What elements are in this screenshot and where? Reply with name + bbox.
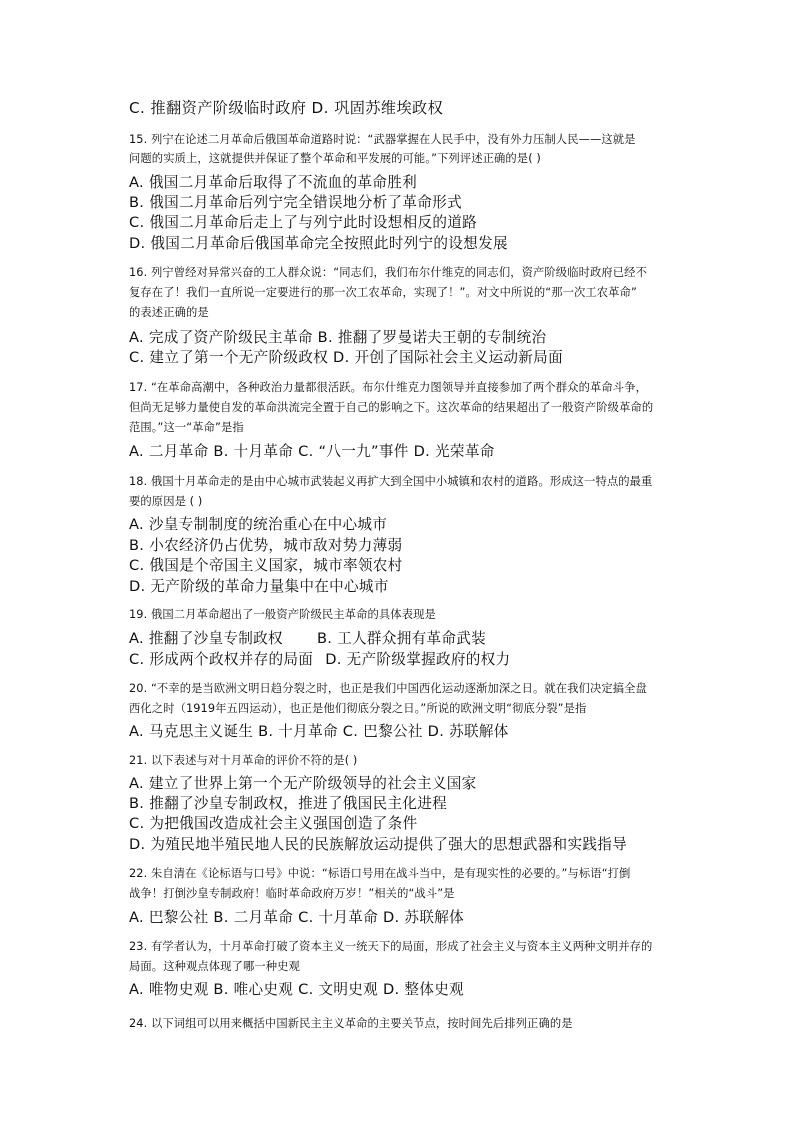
answer-options-line: D. 俄国二月革命后俄国革命完全按照此时列宁的设想发展 xyxy=(129,235,508,252)
answer-options-line: B. 俄国二月革命后列宁完全错误地分析了革命形式 xyxy=(129,194,462,211)
question-text-line: 22. 朱自清在《论标语与口号》中说：“标语口号用在战斗当中，是有现实性的必要的。”与标语“打倒 xyxy=(129,867,631,880)
question-text-line: 问题的实质上，这就提供并保证了整个革命和平发展的可能。”下列评述正确的是( ) xyxy=(129,152,541,165)
answer-options-line xyxy=(129,627,486,648)
answer-options-line: C. 为把俄国改造成社会主义强国创造了条件 xyxy=(129,815,418,832)
question-text-line: 19. 俄国二月革命超出了一般资产阶级民主革命的具体表现是 xyxy=(129,608,436,621)
answer-options-line: A. 沙皇专制制度的统治重心在中心城市 xyxy=(129,516,388,533)
answer-options-line: A. 完成了资产阶级民主革命 B. 推翻了罗曼诺夫王朝的专制统治 xyxy=(129,329,547,346)
answer-options-line: C. 推翻资产阶级临时政府 D. 巩固苏维埃政权 xyxy=(129,99,444,117)
answer-options-line: B. 推翻了沙皇专制政权，推进了俄国民主化进程 xyxy=(129,795,448,812)
answer-options-line: B. 小农经济仍占优势，城市敌对势力薄弱 xyxy=(129,537,403,554)
question-text-line: 18. 俄国十月革命走的是由中心城市武装起义再扩大到全国中小城镇和农村的道路。形成这一特点的最重 xyxy=(129,475,653,488)
answer-options-line: A. 唯物史观 B. 唯心史观 C. 文明史观 D. 整体史观 xyxy=(129,981,464,998)
answer-option: D. 无产阶级掌握政府的权力 xyxy=(325,651,511,668)
answer-options-line xyxy=(129,648,510,669)
question-text-line: 复存在了！我们一直所说一定要进行的那一次工农革命，实现了！”。对文中所说的“那一次工农革命” xyxy=(129,286,637,299)
question-text-line: 西化之时（1919年五四运动），也正是他们彻底分裂之日。”所说的欧洲文明“彻底分裂”是指 xyxy=(129,702,587,715)
question-text-line: 范围。”这一“革命”是指 xyxy=(129,421,244,434)
answer-option: C. 形成两个政权并存的局面 xyxy=(129,651,314,668)
question-text-line: 要的原因是 ( ) xyxy=(129,495,203,508)
question-text-line: 16. 列宁曾经对异常兴奋的工人群众说：“同志们，我们布尔什维克的同志们，资产阶级临时政府已经不 xyxy=(129,266,647,279)
question-text-line: 20. “不幸的是当欧洲文明日趋分裂之时，也正是我们中国西化运动逐渐加深之日。就在我们决定搞全盘 xyxy=(129,682,647,695)
answer-options-line: A. 俄国二月革命后取得了不流血的革命胜利 xyxy=(129,174,417,191)
answer-option: B. 工人群众拥有革命武装 xyxy=(316,630,487,647)
answer-options-line: A. 建立了世界上第一个无产阶级领导的社会主义国家 xyxy=(129,775,477,792)
answer-options-line: C. 建立了第一个无产阶级政权 D. 开创了国际社会主义运动新局面 xyxy=(129,349,563,366)
question-text-line: 15. 列宁在论述二月革命后俄国革命道路时说：“武器掌握在人民手中，没有外力压制人民——这就是 xyxy=(129,133,636,146)
question-text-line: 21. 以下表述与对十月革命的评价不符的是( ) xyxy=(129,754,358,767)
question-text-line: 战争！打倒沙皇专制政府！临时革命政府万岁！”相关的“战斗”是 xyxy=(129,887,455,900)
question-text-line: 但尚无足够力量使自发的革命洪流完全置于自己的影响之下。这次革命的结果超出了一般资产阶级革命的 xyxy=(129,401,654,414)
answer-options-line: D. 无产阶级的革命力量集中在中心城市 xyxy=(129,578,389,595)
answer-options-line: A. 巴黎公社 B. 二月革命 C. 十月革命 D. 苏联解体 xyxy=(129,909,464,926)
question-text-line: 局面。这种观点体现了哪一种史观 xyxy=(129,960,300,973)
answer-options-line: A. 马克思主义诞生 B. 十月革命 C. 巴黎公社 D. 苏联解体 xyxy=(129,723,509,740)
answer-options-line: D. 为殖民地半殖民地人民的民族解放运动提供了强大的思想武器和实践指导 xyxy=(129,836,628,853)
question-text-line: 的表述正确的是 xyxy=(129,306,209,319)
question-text-line: 23. 有学者认为，十月革命打破了资本主义一统天下的局面，形成了社会主义与资本主义两种文明并存的 xyxy=(129,940,653,953)
question-text-line: 17. “在革命高潮中，各种政治力量都很活跃。布尔什维克力图领导并直接参加了两个群众的革命斗争， xyxy=(129,381,647,394)
question-text-line: 24. 以下词组可以用来概括中国新民主主义革命的主要关节点，按时间先后排列正确的是 xyxy=(129,1017,573,1030)
answer-options-line: A. 二月革命 B. 十月革命 C. “八一九”事件 D. 光荣革命 xyxy=(129,443,495,460)
answer-options-line: C. 俄国二月革命后走上了与列宁此时设想相反的道路 xyxy=(129,214,478,231)
answer-option: A. 推翻了沙皇专制政权 xyxy=(129,630,283,647)
answer-options-line: C. 俄国是个帝国主义国家，城市率领农村 xyxy=(129,557,403,574)
